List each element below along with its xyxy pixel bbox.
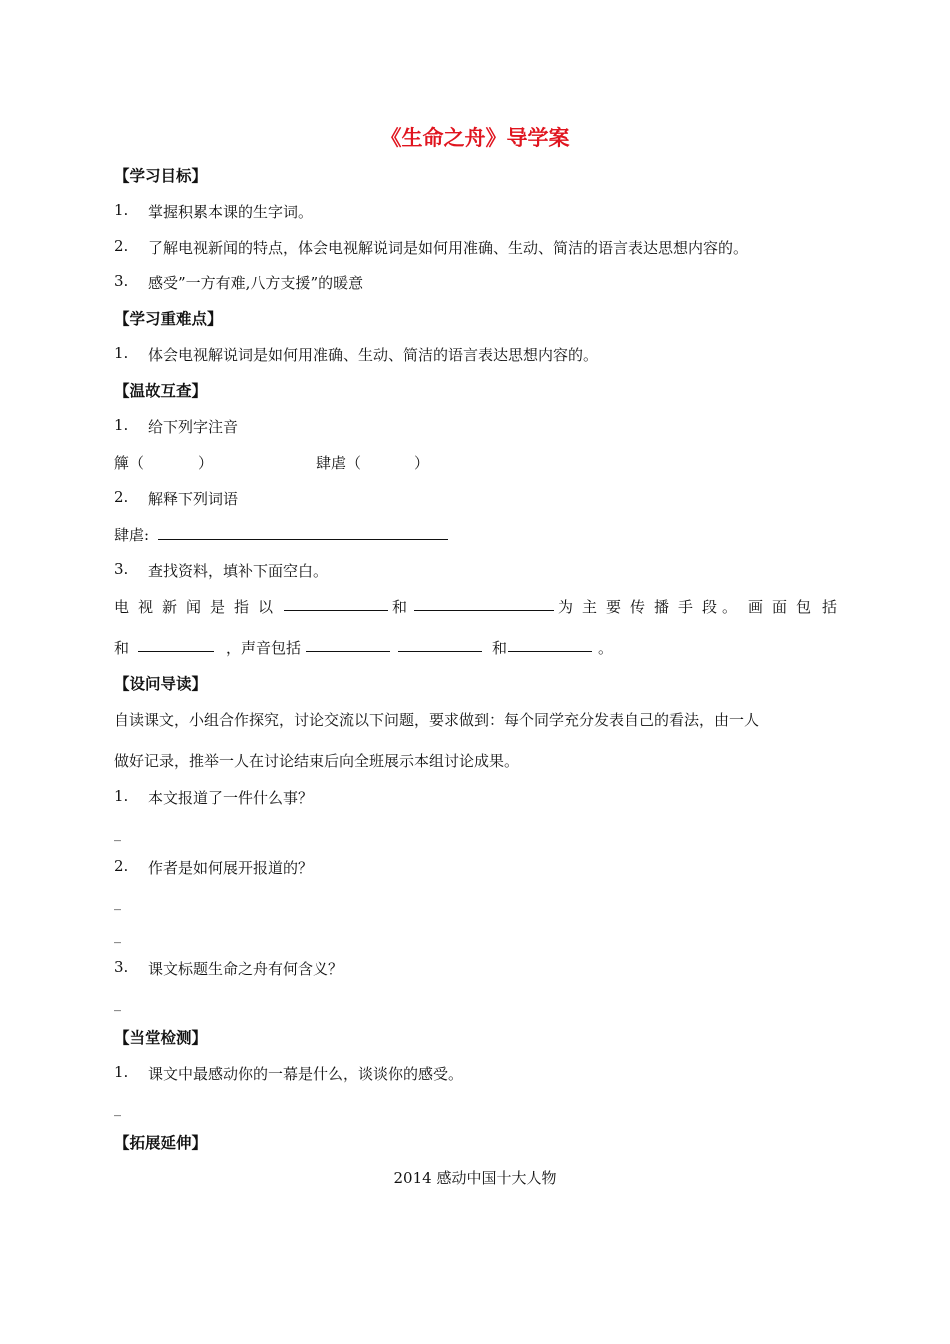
list-number: 3.	[114, 560, 129, 578]
review-question: 给下列字注音	[148, 418, 239, 436]
pinyin-word-2: 肆虐（	[316, 454, 362, 472]
reading-question: 本文报道了一件什么事？	[148, 789, 314, 807]
key-point-item: 体会电视解说词是如何用准确、生动、简洁的语言表达思想内容的。	[148, 346, 599, 364]
fill-text: ，声音包括	[226, 639, 302, 657]
pinyin-close-2: ）	[414, 454, 430, 472]
section-heading-review: 【温故互查】	[114, 381, 208, 400]
section-heading-check: 【当堂检测】	[114, 1028, 208, 1047]
fill-char: 以	[258, 598, 274, 616]
define-word: 肆虐:	[114, 526, 150, 544]
extension-subtitle: 2014 感动中国十大人物	[393, 1169, 557, 1187]
fill-char: 传	[630, 598, 646, 616]
review-question: 查找资料，填补下面空白。	[148, 562, 329, 580]
goal-item: 感受”一方有难,八方支援”的暖意	[148, 274, 364, 292]
fill-char: 是	[210, 598, 226, 616]
fill-char: 和	[114, 639, 130, 657]
answer-blank[interactable]	[284, 596, 388, 611]
fill-char: 面	[772, 598, 788, 616]
answer-blank[interactable]	[508, 637, 592, 652]
list-number: 1.	[114, 344, 129, 362]
intro-text: 自读课文，小组合作探究，讨论交流以下问题，要求做到：每个同学充分发表自己的看法，由一人	[114, 711, 760, 729]
answer-blank[interactable]	[414, 596, 554, 611]
check-question: 课文中最感动你的一幕是什么，谈谈你的感受。	[148, 1065, 464, 1083]
fill-char: 段	[702, 598, 718, 616]
fill-char: 和	[492, 639, 508, 657]
fill-char: 。	[598, 639, 614, 657]
fill-char: 括	[822, 598, 838, 616]
pinyin-word-1: 簰（	[114, 454, 145, 472]
fill-char: 电	[114, 598, 130, 616]
section-heading-goals: 【学习目标】	[114, 166, 208, 185]
fill-char: 新	[162, 598, 178, 616]
answer-blank[interactable]	[158, 525, 448, 540]
fill-char: 主	[582, 598, 598, 616]
fill-char: 播	[654, 598, 670, 616]
answer-blank[interactable]	[306, 637, 390, 652]
list-number: 3.	[114, 958, 129, 976]
review-question: 解释下列词语	[148, 490, 239, 508]
list-number: 1.	[114, 787, 129, 805]
fill-char: 要	[606, 598, 622, 616]
list-number: 1.	[114, 1063, 129, 1081]
pinyin-close-1: ）	[198, 454, 214, 472]
fill-char: 包	[796, 598, 812, 616]
fill-char: 和	[392, 598, 408, 616]
fill-char: 手	[678, 598, 694, 616]
answer-blank[interactable]	[398, 637, 482, 652]
fill-in-line-2	[114, 637, 838, 657]
fill-char: 画	[748, 598, 764, 616]
list-number: 2.	[114, 237, 129, 255]
goal-item: 了解电视新闻的特点，体会电视解说词是如何用准确、生动、简洁的语言表达思想内容的。	[148, 239, 749, 257]
section-heading-key-points: 【学习重难点】	[114, 309, 223, 328]
list-number: 1.	[114, 201, 129, 219]
fill-char: 视	[138, 598, 154, 616]
list-number: 2.	[114, 857, 129, 875]
fill-in-line-1	[114, 596, 838, 616]
fill-char: 。	[722, 598, 738, 616]
list-number: 1.	[114, 416, 129, 434]
section-heading-guided-reading: 【设问导读】	[114, 674, 208, 693]
section-heading-extension: 【拓展延伸】	[114, 1133, 208, 1152]
reading-question: 课文标题生命之舟有何含义？	[148, 960, 344, 978]
answer-dash: _	[114, 996, 121, 1012]
list-number: 2.	[114, 488, 129, 506]
answer-dash: _	[114, 1101, 121, 1117]
list-number: 3.	[114, 272, 129, 290]
answer-dash: _	[114, 928, 121, 944]
answer-blank[interactable]	[138, 637, 214, 652]
intro-text: 做好记录，推举一人在讨论结束后向全班展示本组讨论成果。	[114, 752, 520, 770]
goal-item: 掌握积累本课的生字词。	[148, 203, 314, 221]
fill-char: 指	[234, 598, 250, 616]
answer-dash: _	[114, 826, 121, 842]
page-title: 《生命之舟》导学案	[380, 125, 570, 150]
fill-char: 闻	[186, 598, 202, 616]
answer-dash: _	[114, 895, 121, 911]
reading-question: 作者是如何展开报道的？	[148, 859, 314, 877]
fill-char: 为	[558, 598, 574, 616]
